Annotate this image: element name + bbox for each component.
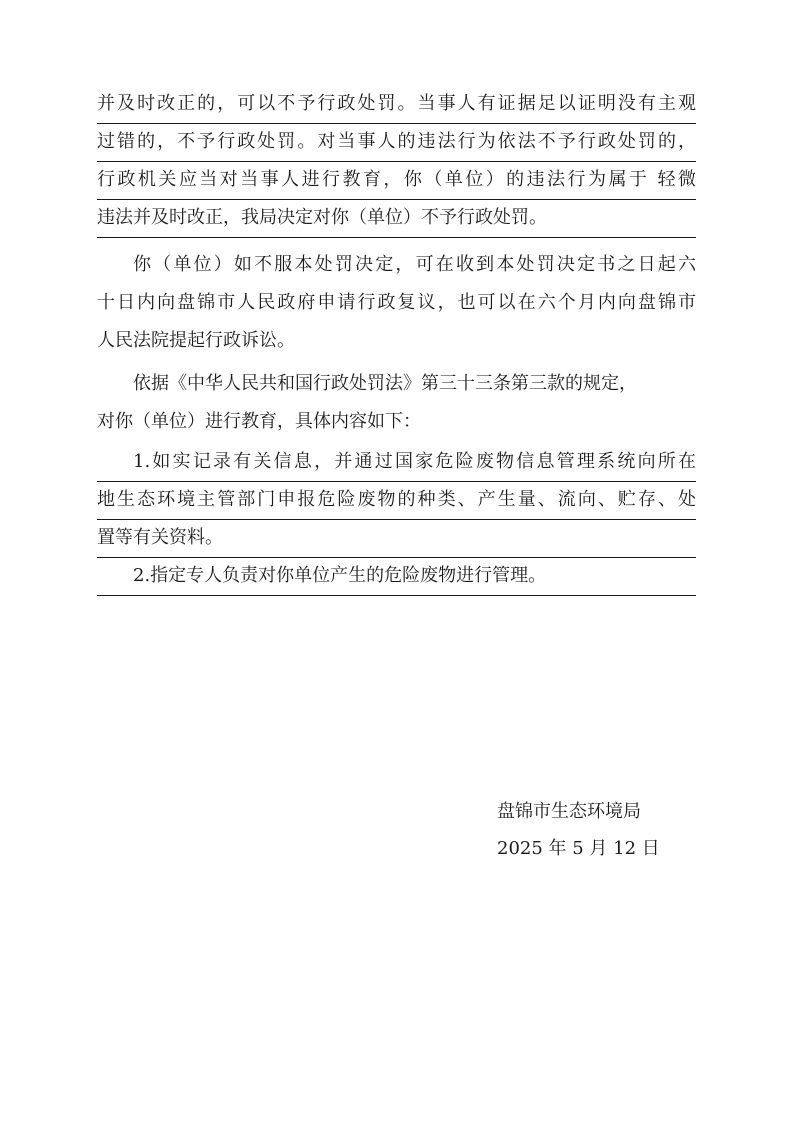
issuer-name: 盘锦市生态环境局 xyxy=(497,801,641,822)
item-1-line-2: 地生态环境主管部门申报危险废物的种类、产生量、流向、贮存、处 xyxy=(97,488,696,520)
paragraph-1-line-1: 并及时改正的，可以不予行政处罚。当事人有证据足以证明没有主观 xyxy=(97,92,696,124)
paragraph-3-line-1: 依据《中华人民共和国行政处罚法》第三十三条第三款的规定， xyxy=(133,373,637,394)
item-1-line-1: 1.如实记录有关信息，并通过国家危险废物信息管理系统向所在 xyxy=(97,450,696,482)
issue-date: 2025 年 5 月 12 日 xyxy=(497,838,660,859)
item-1-line-3: 置等有关资料。 xyxy=(97,526,696,558)
paragraph-2-line-1: 你（单位）如不服本处罚决定，可在收到本处罚决定书之日起六 xyxy=(133,254,696,275)
paragraph-1-line-4: 违法并及时改正，我局决定对你（单位）不予行政处罚。 xyxy=(97,206,696,238)
paragraph-2-line-3: 人民法院提起行政诉讼。 xyxy=(97,330,295,351)
item-2-line-1: 2.指定专人负责对你单位产生的危险废物进行管理。 xyxy=(97,564,696,596)
paragraph-3-line-2: 对你（单位）进行教育，具体内容如下： xyxy=(97,411,421,432)
paragraph-2-line-2: 十日内向盘锦市人民政府申请行政复议，也可以在六个月内向盘锦市 xyxy=(97,292,696,313)
paragraph-1-line-3: 行政机关应当对当事人进行教育，你（单位）的违法行为属于 轻微 xyxy=(97,168,696,200)
paragraph-1-line-2: 过错的，不予行政处罚。对当事人的违法行为依法不予行政处罚的， xyxy=(97,130,696,162)
